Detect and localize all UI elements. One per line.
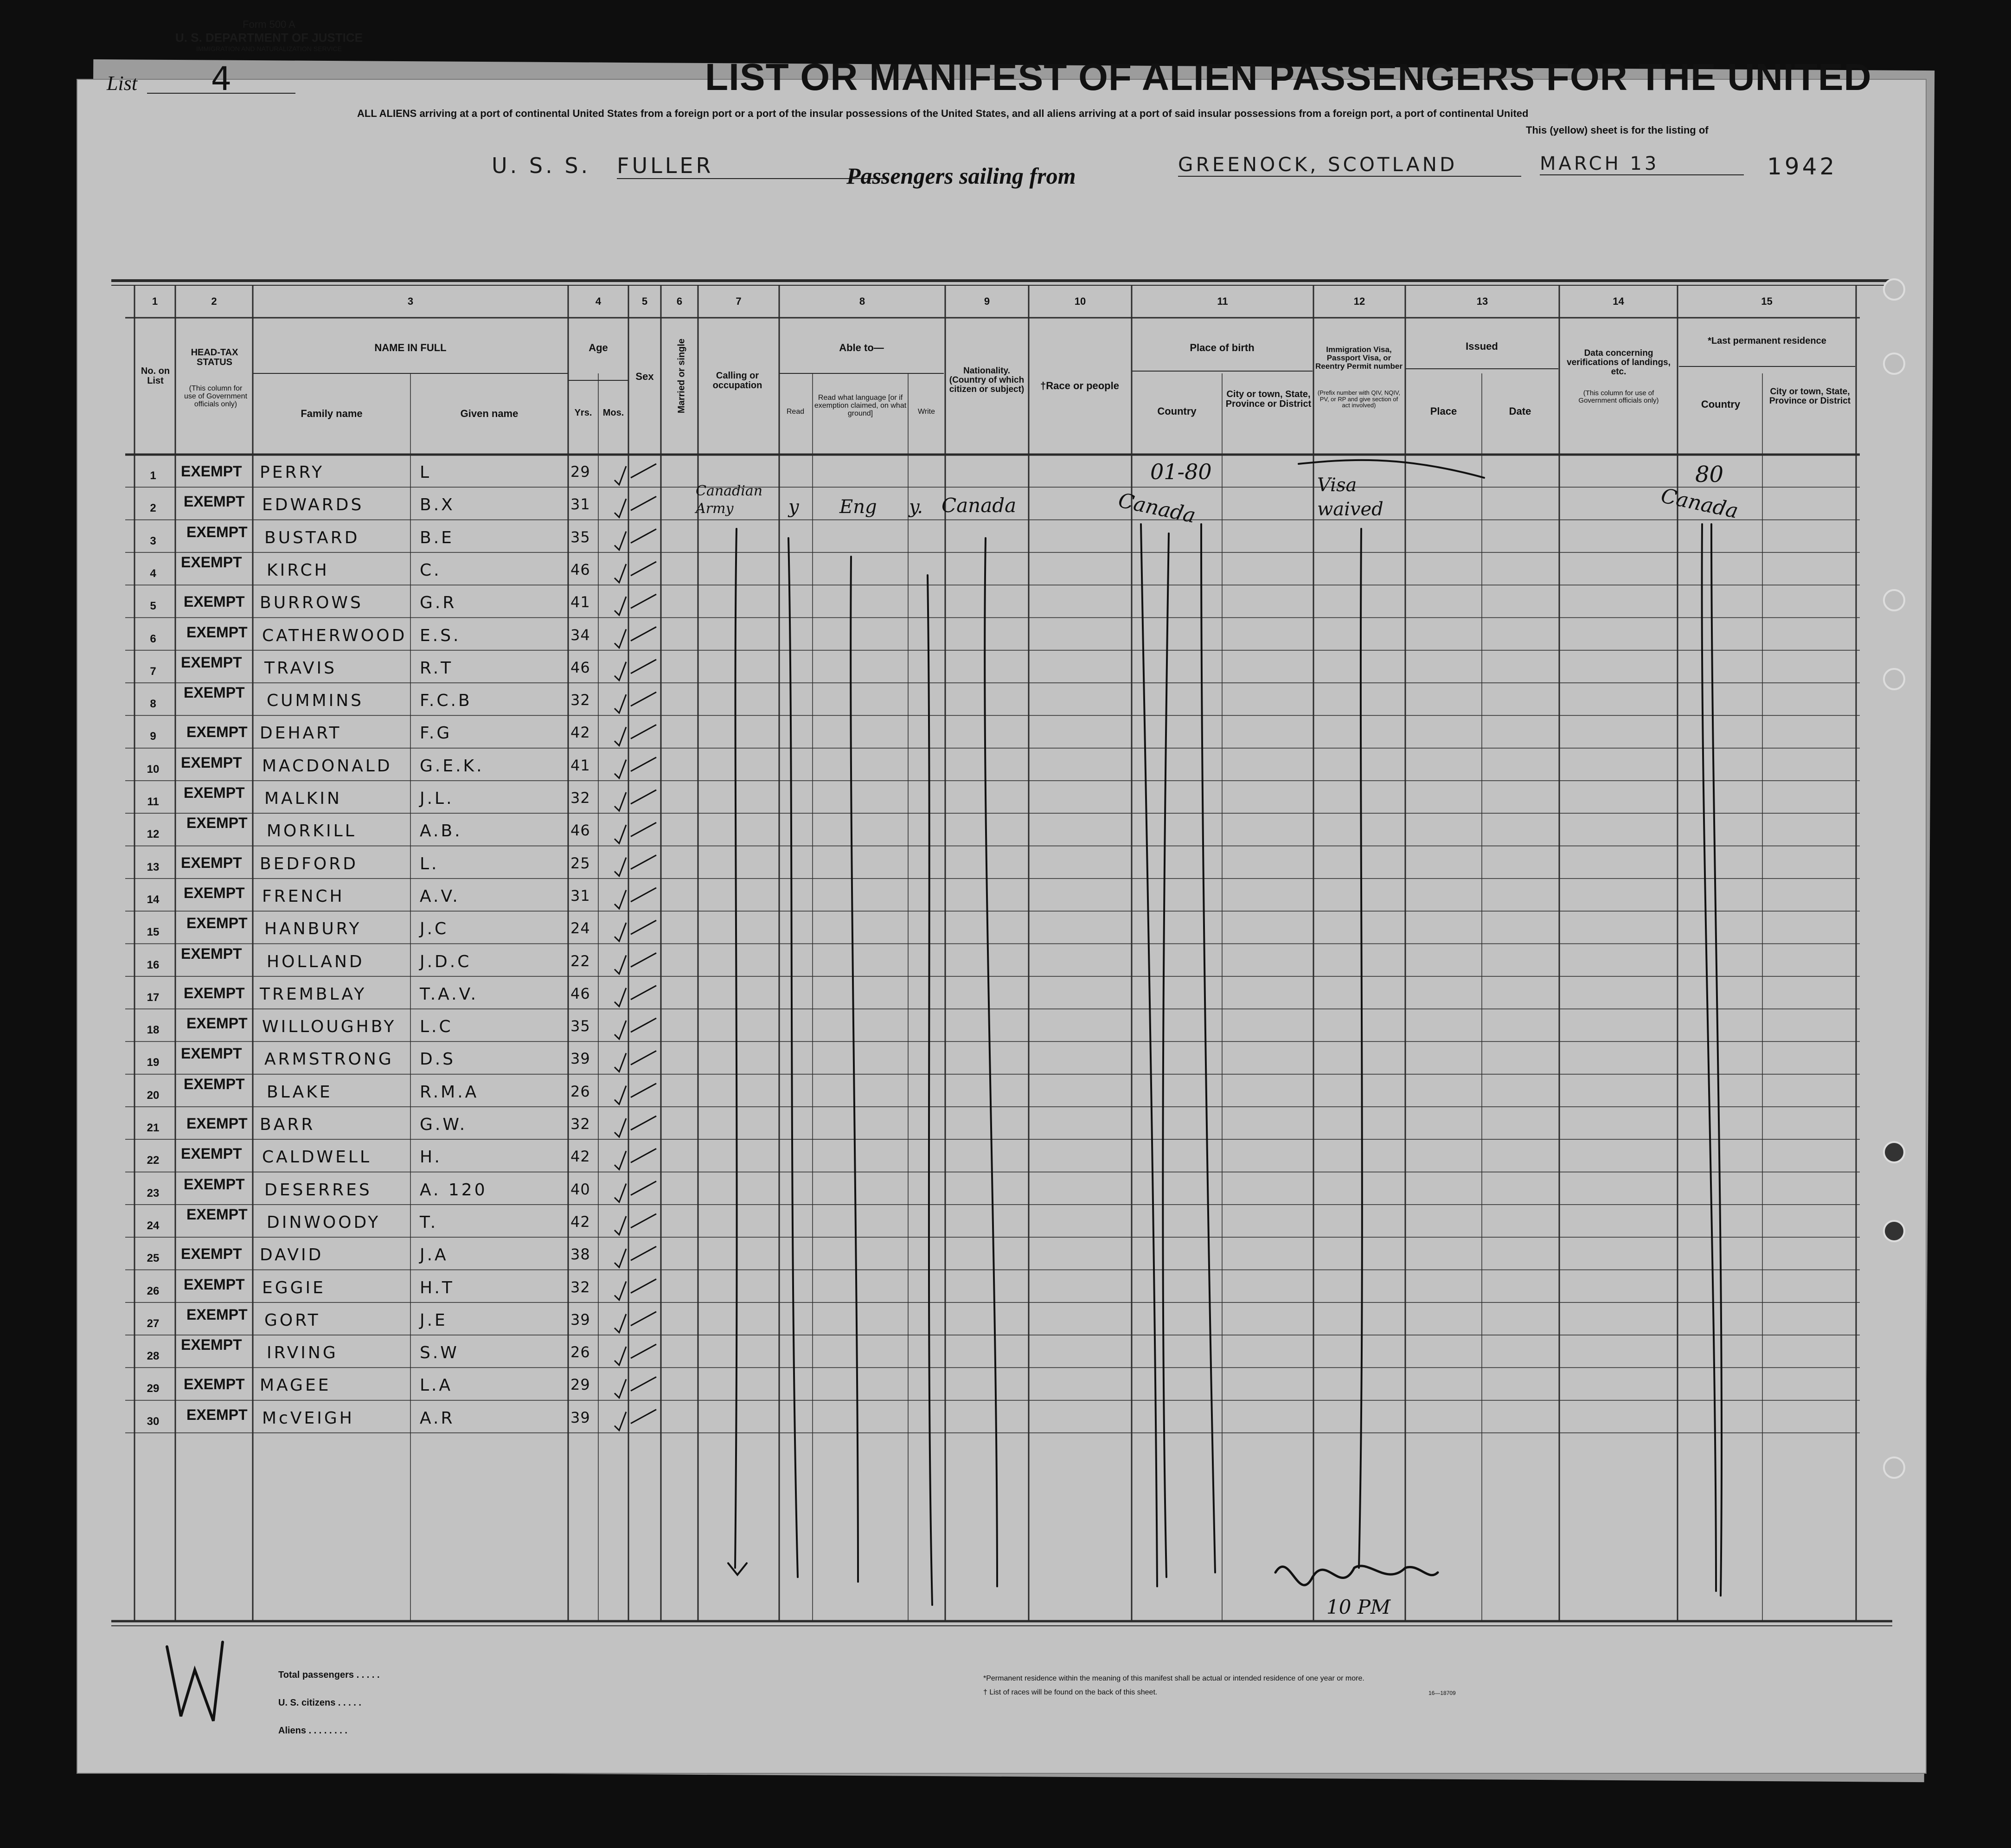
- head-tax-status: EXEMPT: [186, 623, 248, 641]
- given-name: J.L.: [420, 789, 454, 808]
- head-tax-status: EXEMPT: [181, 1045, 242, 1062]
- row-number: 20: [147, 1089, 160, 1102]
- head-tax-status: EXEMPT: [184, 1175, 245, 1193]
- given-name: B.X: [420, 495, 455, 515]
- given-name: H.: [420, 1148, 442, 1167]
- row1-read: y: [788, 496, 799, 518]
- binder-hole: [1883, 278, 1905, 301]
- family-name: CUMMINS: [267, 691, 364, 711]
- family-name: CATHERWOOD: [262, 626, 407, 645]
- header-birth-country: Country: [1157, 405, 1197, 417]
- row1-residence-mark: 80: [1695, 462, 1724, 488]
- column-number: 8: [859, 295, 865, 307]
- ditto-residence-a: [1702, 524, 1716, 1591]
- age-years: 46: [570, 658, 590, 676]
- family-name: TRAVIS: [264, 658, 337, 678]
- header-res-country: Country: [1701, 398, 1741, 410]
- header-age: Age: [589, 342, 608, 353]
- age-years: 32: [570, 1115, 590, 1133]
- head-tax-status: EXEMPT: [186, 1115, 248, 1132]
- ship-name: FULLER: [617, 153, 886, 179]
- head-tax-status: EXEMPT: [181, 553, 242, 571]
- column-number: 7: [736, 295, 742, 307]
- head-tax-status: EXEMPT: [181, 754, 242, 771]
- row-number: 16: [147, 958, 160, 971]
- age-years: 46: [570, 560, 590, 578]
- list-label: List: [107, 72, 138, 95]
- ditto-birth-country-b: [1163, 533, 1169, 1577]
- row1-write: y.: [909, 496, 923, 518]
- header-head-tax: HEAD-TAX STATUS: [191, 347, 238, 367]
- binder-hole: [1883, 1141, 1905, 1163]
- family-name: BUSTARD: [264, 528, 360, 547]
- row-number: 25: [147, 1252, 160, 1265]
- head-tax-status: EXEMPT: [184, 684, 245, 701]
- given-name: L.C: [420, 1017, 453, 1037]
- ditto-calling: [735, 529, 737, 1568]
- age-years: 35: [570, 1017, 590, 1035]
- age-years: 24: [570, 919, 590, 937]
- subtitle-line-2: This (yellow) sheet is for the listing of: [1526, 124, 1709, 136]
- age-years: 29: [570, 1376, 590, 1394]
- header-married: Married or single: [676, 338, 687, 414]
- sailing-year: 1942: [1767, 153, 1838, 180]
- family-name: MALKIN: [264, 789, 342, 808]
- age-years: 41: [570, 593, 590, 611]
- family-name: EGGIE: [262, 1278, 326, 1297]
- given-name: G.W.: [420, 1115, 468, 1134]
- corner-w-mark: [167, 1642, 223, 1721]
- age-years: 39: [570, 1408, 590, 1426]
- footer-citizens: U. S. citizens . . . . .: [278, 1698, 361, 1708]
- header-res-city: City or town, State, Province or District: [1769, 387, 1851, 406]
- family-name: ARMSTRONG: [264, 1050, 394, 1069]
- head-tax-status: EXEMPT: [184, 884, 245, 901]
- row-number: 12: [147, 828, 160, 841]
- footer-note-2: † List of races will be found on the back of this sheet.: [983, 1688, 1158, 1696]
- binder-hole: [1883, 1457, 1905, 1479]
- header-read-language: Read what language [or if exemption claimed, on what ground]: [814, 394, 907, 417]
- family-name: BEDFORD: [260, 854, 358, 873]
- head-tax-status: EXEMPT: [181, 1145, 242, 1162]
- head-tax-status: EXEMPT: [186, 1406, 248, 1423]
- ditto-calling-arrow: [728, 1563, 747, 1575]
- ditto-residence-b: [1711, 524, 1722, 1596]
- age-years: 39: [570, 1050, 590, 1068]
- subtitle-line-1: ALL ALIENS arriving at a port of continental United States from a foreign port or a port of the insular possessions of the United States, and all aliens arriving at a port of said insular possessions from a foreign port, a port of continental United: [357, 108, 1529, 119]
- binder-hole: [1883, 353, 1905, 375]
- family-name: KIRCH: [267, 560, 329, 580]
- family-name: MAGEE: [260, 1376, 331, 1395]
- head-tax-status: EXEMPT: [186, 1306, 248, 1323]
- head-tax-status: EXEMPT: [184, 1075, 245, 1092]
- family-name: IRVING: [267, 1343, 338, 1363]
- given-name: R.T: [420, 658, 454, 678]
- row-number: 17: [147, 991, 160, 1004]
- given-name: S.W: [420, 1343, 459, 1363]
- ditto-language: [851, 557, 858, 1582]
- family-name: BARR: [260, 1115, 315, 1134]
- given-name: A.B.: [420, 821, 462, 841]
- age-years: 32: [570, 691, 590, 709]
- check-marks: [615, 464, 656, 1431]
- age-years: 41: [570, 756, 590, 774]
- row-number: 3: [150, 534, 156, 547]
- column-number: 14: [1613, 295, 1624, 307]
- column-number: 5: [641, 295, 648, 307]
- signature-note: 10 PM: [1326, 1596, 1391, 1618]
- row-number: 23: [147, 1187, 160, 1200]
- sailing-from: GREENOCK, SCOTLAND: [1178, 153, 1521, 177]
- given-name: J.C: [420, 919, 449, 939]
- given-name: T.: [420, 1213, 438, 1232]
- header-last-residence: *Last permanent residence: [1708, 336, 1826, 346]
- age-years: 32: [570, 789, 590, 807]
- given-name: A.V.: [420, 886, 460, 906]
- head-tax-status: EXEMPT: [186, 1206, 248, 1223]
- family-name: DESERRES: [264, 1180, 372, 1200]
- head-tax-status: EXEMPT: [184, 593, 245, 610]
- row-number: 30: [147, 1415, 160, 1428]
- head-tax-status: EXEMPT: [186, 1015, 248, 1032]
- head-tax-status: EXEMPT: [184, 1276, 245, 1293]
- given-name: F.G: [420, 724, 452, 743]
- header-calling: Calling or occupation: [712, 371, 762, 391]
- footer-total: Total passengers . . . . .: [278, 1670, 380, 1680]
- header-nationality: Nationality. (Country of which citizen or subject): [949, 366, 1025, 394]
- header-name-in-full: NAME IN FULL: [374, 342, 447, 353]
- binder-hole: [1883, 1220, 1905, 1242]
- header-no-on-list: No. on List: [141, 366, 170, 386]
- column-number: 13: [1476, 295, 1488, 307]
- family-name: CALDWELL: [262, 1148, 371, 1167]
- row-number: 8: [150, 698, 156, 711]
- column-number: 6: [676, 295, 683, 307]
- head-tax-status: EXEMPT: [181, 854, 242, 871]
- head-tax-status: EXEMPT: [184, 493, 245, 510]
- family-name: DAVID: [260, 1245, 324, 1265]
- header-race: †Race or people: [1040, 380, 1119, 391]
- given-name: L.: [420, 854, 439, 873]
- footer-aliens: Aliens . . . . . . . .: [278, 1726, 347, 1736]
- ditto-visa: [1359, 529, 1362, 1568]
- age-years: 42: [570, 724, 590, 742]
- family-name: EDWARDS: [262, 495, 364, 515]
- given-name: J.D.C: [420, 952, 472, 971]
- family-name: DEHART: [260, 724, 342, 743]
- header-data-note: (This column for use of Government officials only): [1578, 389, 1659, 404]
- header-family-name: Family name: [301, 408, 363, 419]
- family-name: PERRY: [260, 463, 325, 482]
- header-visa: Immigration Visa, Passport Visa, or Reentry Permit number: [1315, 345, 1403, 371]
- form-number: Form 500 A: [243, 19, 295, 30]
- age-years: 31: [570, 495, 590, 513]
- header-issued-place: Place: [1430, 405, 1457, 417]
- row1-visa: Visa waived: [1317, 475, 1383, 520]
- row-number: 24: [147, 1219, 160, 1232]
- given-name: J.A: [420, 1245, 448, 1265]
- age-years: 40: [570, 1180, 590, 1198]
- footer-code: 16—18709: [1428, 1690, 1456, 1696]
- ditto-birth-country-c: [1201, 524, 1215, 1572]
- given-name: E.S.: [420, 626, 461, 645]
- header-issued: Issued: [1466, 340, 1498, 352]
- family-name: MACDONALD: [262, 756, 392, 776]
- ditto-read: [788, 538, 798, 1577]
- age-years: 46: [570, 984, 590, 1002]
- head-tax-status: EXEMPT: [186, 815, 248, 832]
- row-number: 10: [147, 763, 160, 776]
- age-years: 35: [570, 528, 590, 546]
- ditto-birth-country-a: [1141, 524, 1157, 1586]
- head-tax-status: EXEMPT: [181, 1245, 242, 1263]
- age-years: 38: [570, 1245, 590, 1264]
- given-name: H.T: [420, 1278, 455, 1297]
- given-name: G.R: [420, 593, 457, 613]
- header-read: Read: [786, 408, 805, 416]
- row-number: 22: [147, 1154, 160, 1167]
- header-place-of-birth: Place of birth: [1190, 342, 1255, 353]
- row-number: 29: [147, 1382, 160, 1395]
- column-number: 4: [595, 295, 602, 307]
- given-name: T.A.V.: [420, 984, 479, 1004]
- given-name: D.S: [420, 1050, 456, 1069]
- department: U. S. DEPARTMENT OF JUSTICE: [175, 31, 363, 45]
- family-name: HANBURY: [264, 919, 362, 939]
- header-visa-note: (Prefix number with QIV, NQIV, PV, or RP and give section of act involved): [1317, 389, 1401, 409]
- header-issued-date: Date: [1509, 405, 1531, 417]
- age-years: 34: [570, 626, 590, 644]
- column-number: 2: [211, 295, 217, 307]
- head-tax-status: EXEMPT: [184, 784, 245, 801]
- row-number: 13: [147, 860, 160, 873]
- row-number: 9: [150, 730, 156, 743]
- row-number: 4: [150, 567, 156, 580]
- family-name: McVEIGH: [262, 1408, 354, 1428]
- row-number: 7: [150, 665, 156, 678]
- column-number: 9: [984, 295, 990, 307]
- head-tax-status: EXEMPT: [181, 1336, 242, 1354]
- row-number: 21: [147, 1122, 160, 1134]
- head-tax-status: EXEMPT: [184, 984, 245, 1001]
- head-tax-status: EXEMPT: [184, 1376, 245, 1393]
- row1-birth-mark: 01-80: [1150, 459, 1212, 484]
- row-number: 5: [150, 600, 156, 613]
- family-name: HOLLAND: [267, 952, 365, 971]
- row1-residence-country: Canada: [1659, 484, 1741, 523]
- given-name: A.R: [420, 1408, 455, 1428]
- age-years: 31: [570, 886, 590, 905]
- row-number: 2: [150, 502, 156, 515]
- given-name: J.E: [420, 1310, 448, 1330]
- header-sex: Sex: [635, 371, 654, 382]
- row1-language: Eng: [839, 496, 877, 518]
- family-name: WILLOUGHBY: [262, 1017, 397, 1037]
- age-years: 22: [570, 952, 590, 970]
- family-name: FRENCH: [262, 886, 345, 906]
- row-number: 14: [147, 893, 160, 906]
- column-number: 12: [1353, 295, 1365, 307]
- head-tax-status: EXEMPT: [186, 915, 248, 932]
- ditto-nationality: [985, 538, 997, 1586]
- header-given-name: Given name: [460, 408, 519, 419]
- sailing-label: Passengers sailing from: [846, 163, 1076, 189]
- header-birth-city: City or town, State, Province or District: [1225, 389, 1312, 409]
- column-number: 3: [407, 295, 414, 307]
- binder-hole: [1883, 668, 1905, 690]
- sailing-date: MARCH 13: [1540, 153, 1744, 175]
- age-years: 42: [570, 1148, 590, 1166]
- column-number: 15: [1761, 295, 1773, 307]
- row-number: 27: [147, 1317, 160, 1330]
- signature-scrawl: [1275, 1566, 1438, 1585]
- page-title: LIST OR MANIFEST OF ALIEN PASSENGERS FOR THE UNITED: [705, 56, 1872, 98]
- family-name: BLAKE: [267, 1082, 333, 1102]
- column-number: 10: [1074, 295, 1086, 307]
- family-name: DINWOODY: [267, 1213, 381, 1232]
- given-name: A. 120: [420, 1180, 487, 1200]
- given-name: F.C.B: [420, 691, 472, 711]
- age-years: 32: [570, 1278, 590, 1296]
- given-name: B.E: [420, 528, 454, 547]
- given-name: L.A: [420, 1376, 453, 1395]
- given-name: G.E.K.: [420, 756, 484, 776]
- row1-calling: Canadian Army: [696, 483, 763, 517]
- row-number: 19: [147, 1056, 160, 1069]
- row-number: 1: [150, 469, 156, 482]
- age-years: 46: [570, 821, 590, 840]
- footer-note-1: *Permanent residence within the meaning of this manifest shall be actual or intended residence of one year or more.: [983, 1675, 1364, 1682]
- ditto-write: [928, 575, 932, 1605]
- family-name: TREMBLAY: [260, 984, 367, 1004]
- row-number: 18: [147, 1024, 160, 1037]
- header-mos: Mos.: [602, 408, 624, 418]
- header-data-concerning: Data concerning verifications of landings, etc.: [1567, 348, 1671, 377]
- head-tax-status: EXEMPT: [181, 654, 242, 671]
- age-years: 25: [570, 854, 590, 872]
- age-years: 42: [570, 1213, 590, 1231]
- given-name: R.M.A: [420, 1082, 479, 1102]
- given-name: C.: [420, 560, 442, 580]
- family-name: MORKILL: [267, 821, 357, 841]
- family-name: GORT: [264, 1310, 320, 1330]
- row-number: 15: [147, 926, 160, 939]
- ship-prefix: U. S. S.: [492, 153, 591, 178]
- row-number: 26: [147, 1284, 160, 1297]
- head-tax-status: EXEMPT: [181, 463, 242, 480]
- service: IMMIGRATION AND NATURALIZATION SERVICE: [196, 45, 342, 52]
- age-years: 26: [570, 1343, 590, 1361]
- age-years: 26: [570, 1082, 590, 1100]
- row1-nationality: Canada: [941, 494, 1017, 517]
- list-number: 4: [147, 65, 295, 94]
- binder-hole: [1883, 589, 1905, 611]
- head-tax-status: EXEMPT: [186, 724, 248, 741]
- head-tax-status: EXEMPT: [181, 945, 242, 962]
- family-name: BURROWS: [260, 593, 363, 613]
- header-able-to: Able to—: [839, 342, 884, 353]
- column-number: 11: [1217, 295, 1228, 307]
- header-write: Write: [917, 408, 935, 416]
- column-number: 1: [152, 295, 158, 307]
- age-years: 39: [570, 1310, 590, 1328]
- row-number: 6: [150, 632, 156, 645]
- age-years: 29: [570, 463, 590, 481]
- scribble-visa: [1299, 460, 1484, 478]
- header-yrs: Yrs.: [574, 408, 592, 418]
- header-head-tax-note: (This column for use of Government officials only): [184, 385, 248, 408]
- given-name: L: [420, 463, 432, 482]
- row1-birth-country: Canada: [1116, 488, 1198, 528]
- row-number: 28: [147, 1350, 160, 1363]
- head-tax-status: EXEMPT: [186, 523, 248, 540]
- row-number: 11: [147, 796, 159, 808]
